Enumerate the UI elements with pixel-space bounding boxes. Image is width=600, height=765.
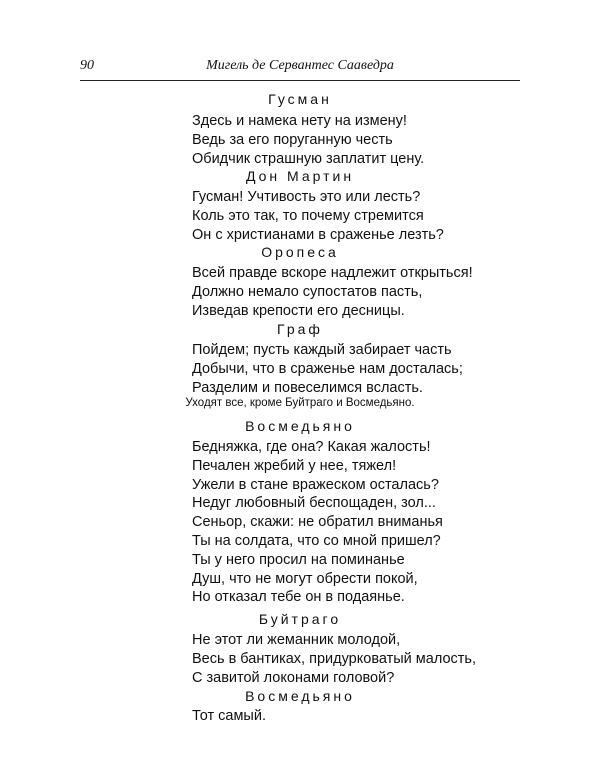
speaker-name: Восмедьяно — [245, 418, 355, 434]
verse-line: Не этот ли жеманник молодой, — [192, 632, 401, 648]
verse-line: Душ, что не могут обрести покой, — [192, 570, 418, 587]
verse-line: Весь в бантиках, придурковатый малость, — [192, 650, 476, 667]
verse-line: Ведь за его поруганную честь — [192, 131, 393, 148]
verse-block — [192, 707, 266, 726]
verse-line: Ты у него просил на поминанье — [192, 551, 405, 568]
verse-line: Добычи, что в сраженье нам досталась; — [192, 360, 463, 377]
verse-line: Ты на солдата, что со мной пришел? — [192, 532, 441, 549]
verse-block — [192, 188, 444, 244]
verse-block — [192, 264, 473, 320]
verse-line: Но отказал тебе он в подаянье. — [192, 589, 405, 606]
speaker-name: Граф — [277, 321, 323, 337]
stage-direction: Уходят все, кроме Буйтраго и Восмедьяно. — [185, 397, 415, 409]
verse-line: С завитой локонами головой? — [192, 669, 395, 686]
speaker-name: Дон Мартин — [245, 168, 355, 184]
verse-line: Ужели в стане вражеском осталась? — [192, 476, 439, 493]
verse-line: Разделим и повеселимся всласть. — [192, 379, 423, 396]
running-title: Мигель де Сервантес Сааведра — [206, 58, 394, 73]
verse-line: Печален жребий у нее, тяжел! — [192, 457, 397, 474]
verse-block — [192, 112, 424, 168]
speaker-name: Гусман — [268, 91, 332, 107]
verse-line: Тот самый. — [192, 708, 266, 724]
verse-block — [192, 631, 476, 687]
verse-block — [192, 438, 443, 607]
verse-line: Здесь и намека нету на измену! — [192, 113, 407, 129]
verse-line: Изведав крепости его десницы. — [192, 302, 405, 319]
verse-line: Пойдем; пусть каждый забирает часть — [192, 342, 452, 358]
verse-line: Всей правде вскоре надлежит открыться! — [192, 265, 473, 281]
verse-line: Он с христианами в сраженье лезть? — [192, 226, 444, 243]
verse-line: Обидчик страшную заплатит цену. — [192, 150, 425, 167]
verse-line: Недуг любовный беспощаден, зол... — [192, 495, 436, 512]
page-number: 90 — [80, 58, 94, 73]
verse-line: Бедняжка, где она? Какая жалость! — [192, 439, 431, 455]
verse-line: Должно немало супостатов пасть, — [192, 283, 423, 300]
running-header — [80, 58, 520, 81]
speaker-name: Восмедьяно — [245, 688, 355, 704]
verse-line: Сеньор, скажи: не обратил вниманья — [192, 514, 443, 531]
speaker-name: Оропеса — [261, 244, 339, 260]
verse-line: Гусман! Учтивость это или лесть? — [192, 189, 421, 205]
speaker-name: Буйтраго — [258, 611, 342, 627]
verse-block — [192, 341, 463, 397]
verse-line: Коль это так, то почему стремится — [192, 207, 424, 224]
